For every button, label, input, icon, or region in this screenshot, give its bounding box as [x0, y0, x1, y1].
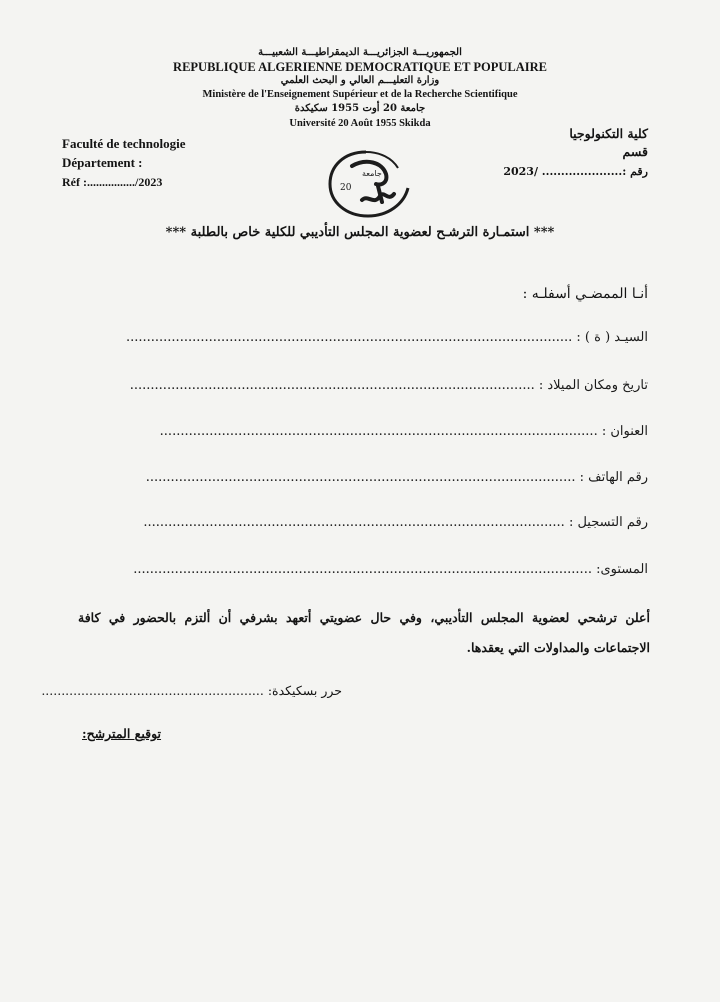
field-dots: ........................................................................................................: [145, 470, 576, 485]
faculty-french: Faculté de technologie: [62, 136, 186, 151]
intro-text: أنـا الممضـي أسفلـه :: [522, 286, 648, 302]
field-birth[interactable]: [130, 378, 648, 393]
department-french: Département :: [62, 155, 143, 170]
field-dots: ..........................................................................................................: [159, 424, 598, 439]
place-label: حرر بسكيكدة:: [267, 683, 342, 698]
field-dots: ......................................................................................................: [143, 515, 565, 530]
header-arabic-university: جامعة 20 أوت 1955 سكيكدة: [294, 103, 426, 114]
field-dots: ...............................................................................................................: [133, 562, 592, 577]
signature-label: توقيع المترشح:: [82, 726, 162, 741]
place-line[interactable]: [41, 683, 342, 698]
field-label: رقم التسجيل :: [568, 515, 648, 530]
field-dots: ..................................................................................................: [129, 378, 535, 393]
logo-text: جامعة: [362, 169, 382, 178]
logo-number: 20: [340, 183, 352, 193]
reference-arabic: رقم :..................... /2023: [503, 165, 648, 178]
header-french-ministry: Ministère de l'Enseignement Supérieur et de la Recherche Scientifique: [202, 89, 518, 100]
form-title: *** استمـارة الترشـح لعضوية المجلس التأديبي للكلية خاص بالطلبة ***: [165, 225, 555, 240]
field-phone[interactable]: [146, 470, 648, 485]
faculty-arabic: كلية التكنولوجيا: [569, 126, 648, 141]
header-french-republic: REPUBLIQUE ALGERIENNE DEMOCRATIQUE ET POPULAIRE: [173, 60, 547, 74]
header-french-university: Université 20 Août 1955 Skikda: [289, 118, 431, 129]
field-name[interactable]: [126, 330, 648, 345]
department-arabic: قسم: [622, 144, 648, 159]
field-label: المستوى:: [596, 562, 648, 577]
field-label: رقم الهاتف :: [579, 470, 648, 485]
header-arabic-ministry: وزارة التعليـــم العالي و البحث العلمي: [280, 75, 440, 86]
field-label: السيـد ( ة ) :: [576, 330, 648, 345]
field-address[interactable]: [160, 424, 648, 439]
field-label: تاريخ ومكان الميلاد :: [538, 378, 648, 393]
field-label: العنوان :: [601, 424, 648, 439]
reference-french: Réf :................/2023: [62, 175, 163, 189]
place-dots: ........................................................: [41, 683, 264, 698]
field-registration[interactable]: [143, 515, 648, 530]
header-arabic-republic: الجمهوريـــة الجزائريـــة الديمقراطيـــة الشعبيـــة: [258, 47, 462, 58]
field-dots: ............................................................................................................: [125, 330, 573, 345]
field-level[interactable]: [133, 562, 648, 577]
university-logo-icon: [322, 146, 414, 220]
declaration-text: أعلن ترشحي لعضوية المجلس التأديبي، وفي حال عضويتي أتعهد بشرفي أن ألتزم بالحضور في كافة الاجتماعات والمداولات التي يعقدها.: [78, 610, 650, 655]
